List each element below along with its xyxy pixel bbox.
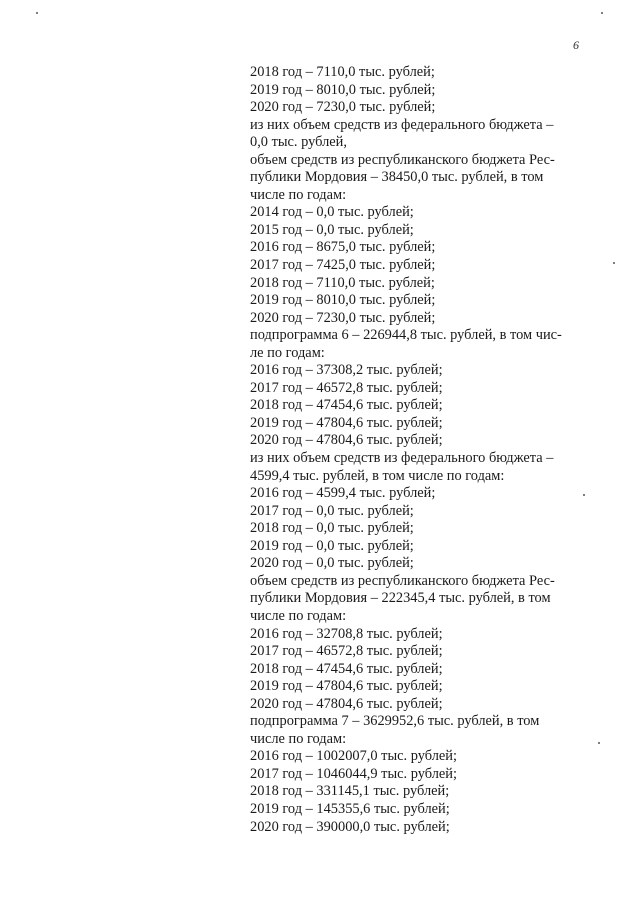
text-line: 2019 год – 8010,0 тыс. рублей;	[250, 292, 436, 309]
text-line: числе по годам:	[250, 607, 347, 624]
text-line: 2018 год – 7110,0 тыс. рублей;	[250, 64, 435, 80]
text-line: публики Мордовия – 222345,4 тыс. рублей, в том	[250, 590, 551, 607]
text-line: 2018 год – 47454,6 тыс. рублей;	[250, 397, 443, 414]
text-line: 2017 год – 46572,8 тыс. рублей;	[250, 643, 443, 660]
scan-speck	[613, 262, 615, 264]
text-line: 2020 год – 0,0 тыс. рублей;	[250, 555, 414, 572]
text-line: 2017 год – 7425,0 тыс. рублей;	[250, 257, 436, 274]
scan-speck	[598, 742, 600, 744]
text-line: 2017 год – 0,0 тыс. рублей;	[250, 502, 414, 519]
text-line: 0,0 тыс. рублей,	[250, 134, 347, 151]
text-line: 2015 год – 0,0 тыс. рублей;	[250, 221, 414, 238]
text-line: 2018 год – 7110,0 тыс. рублей;	[250, 274, 435, 291]
text-line: 2020 год – 47804,6 тыс. рублей;	[250, 695, 443, 712]
text-line: числе по годам:	[250, 730, 347, 747]
budget-text-block	[250, 64, 582, 836]
text-line: 2019 год – 145355,6 тыс. рублей;	[250, 800, 450, 817]
text-line: подпрограмма 7 – 3629952,6 тыс. рублей, в том	[250, 713, 540, 730]
scan-speck	[36, 12, 38, 14]
text-line: 2019 год – 8010,0 тыс. рублей;	[250, 81, 436, 98]
text-line: 2020 год – 390000,0 тыс. рублей;	[250, 818, 450, 835]
text-line: публики Мордовия – 38450,0 тыс. рублей, в том	[250, 169, 544, 186]
text-line: 2019 год – 47804,6 тыс. рублей;	[250, 414, 443, 431]
text-line: 4599,4 тыс. рублей, в том числе по годам:	[250, 467, 505, 484]
text-line: 2016 год – 37308,2 тыс. рублей;	[250, 362, 443, 379]
text-line: 2016 год – 1002007,0 тыс. рублей;	[250, 748, 457, 765]
text-line: 2016 год – 8675,0 тыс. рублей;	[250, 239, 436, 256]
text-line: числе по годам:	[250, 186, 347, 203]
text-line: 2017 год – 46572,8 тыс. рублей;	[250, 379, 443, 396]
text-line: объем средств из республиканского бюджета Рес-	[250, 151, 555, 168]
text-line: из них объем средств из федерального бюджета –	[250, 116, 554, 133]
text-line: 2020 год – 47804,6 тыс. рублей;	[250, 432, 443, 449]
text-line: 2017 год – 1046044,9 тыс. рублей;	[250, 765, 457, 782]
text-line: ле по годам:	[250, 344, 325, 361]
text-line: 2020 год – 7230,0 тыс. рублей;	[250, 309, 436, 326]
text-line: из них объем средств из федерального бюджета –	[250, 450, 554, 467]
text-line: 2014 год – 0,0 тыс. рублей;	[250, 204, 414, 221]
scan-speck	[601, 12, 603, 14]
text-line: 2018 год – 47454,6 тыс. рублей;	[250, 660, 443, 677]
text-line: объем средств из республиканского бюджета Рес-	[250, 572, 555, 589]
text-line: 2018 год – 331145,1 тыс. рублей;	[250, 783, 450, 800]
text-line: 2016 год – 32708,8 тыс. рублей;	[250, 625, 443, 642]
text-line: 2016 год – 4599,4 тыс. рублей;	[250, 485, 436, 502]
text-line: 2019 год – 0,0 тыс. рублей;	[250, 537, 414, 554]
page-number: 6	[573, 38, 579, 52]
text-line: 2020 год – 7230,0 тыс. рублей;	[250, 99, 436, 116]
text-line: подпрограмма 6 – 226944,8 тыс. рублей, в том чис-	[250, 327, 562, 344]
text-line: 2019 год – 47804,6 тыс. рублей;	[250, 678, 443, 695]
scan-speck	[583, 494, 585, 496]
text-line: 2018 год – 0,0 тыс. рублей;	[250, 520, 414, 537]
